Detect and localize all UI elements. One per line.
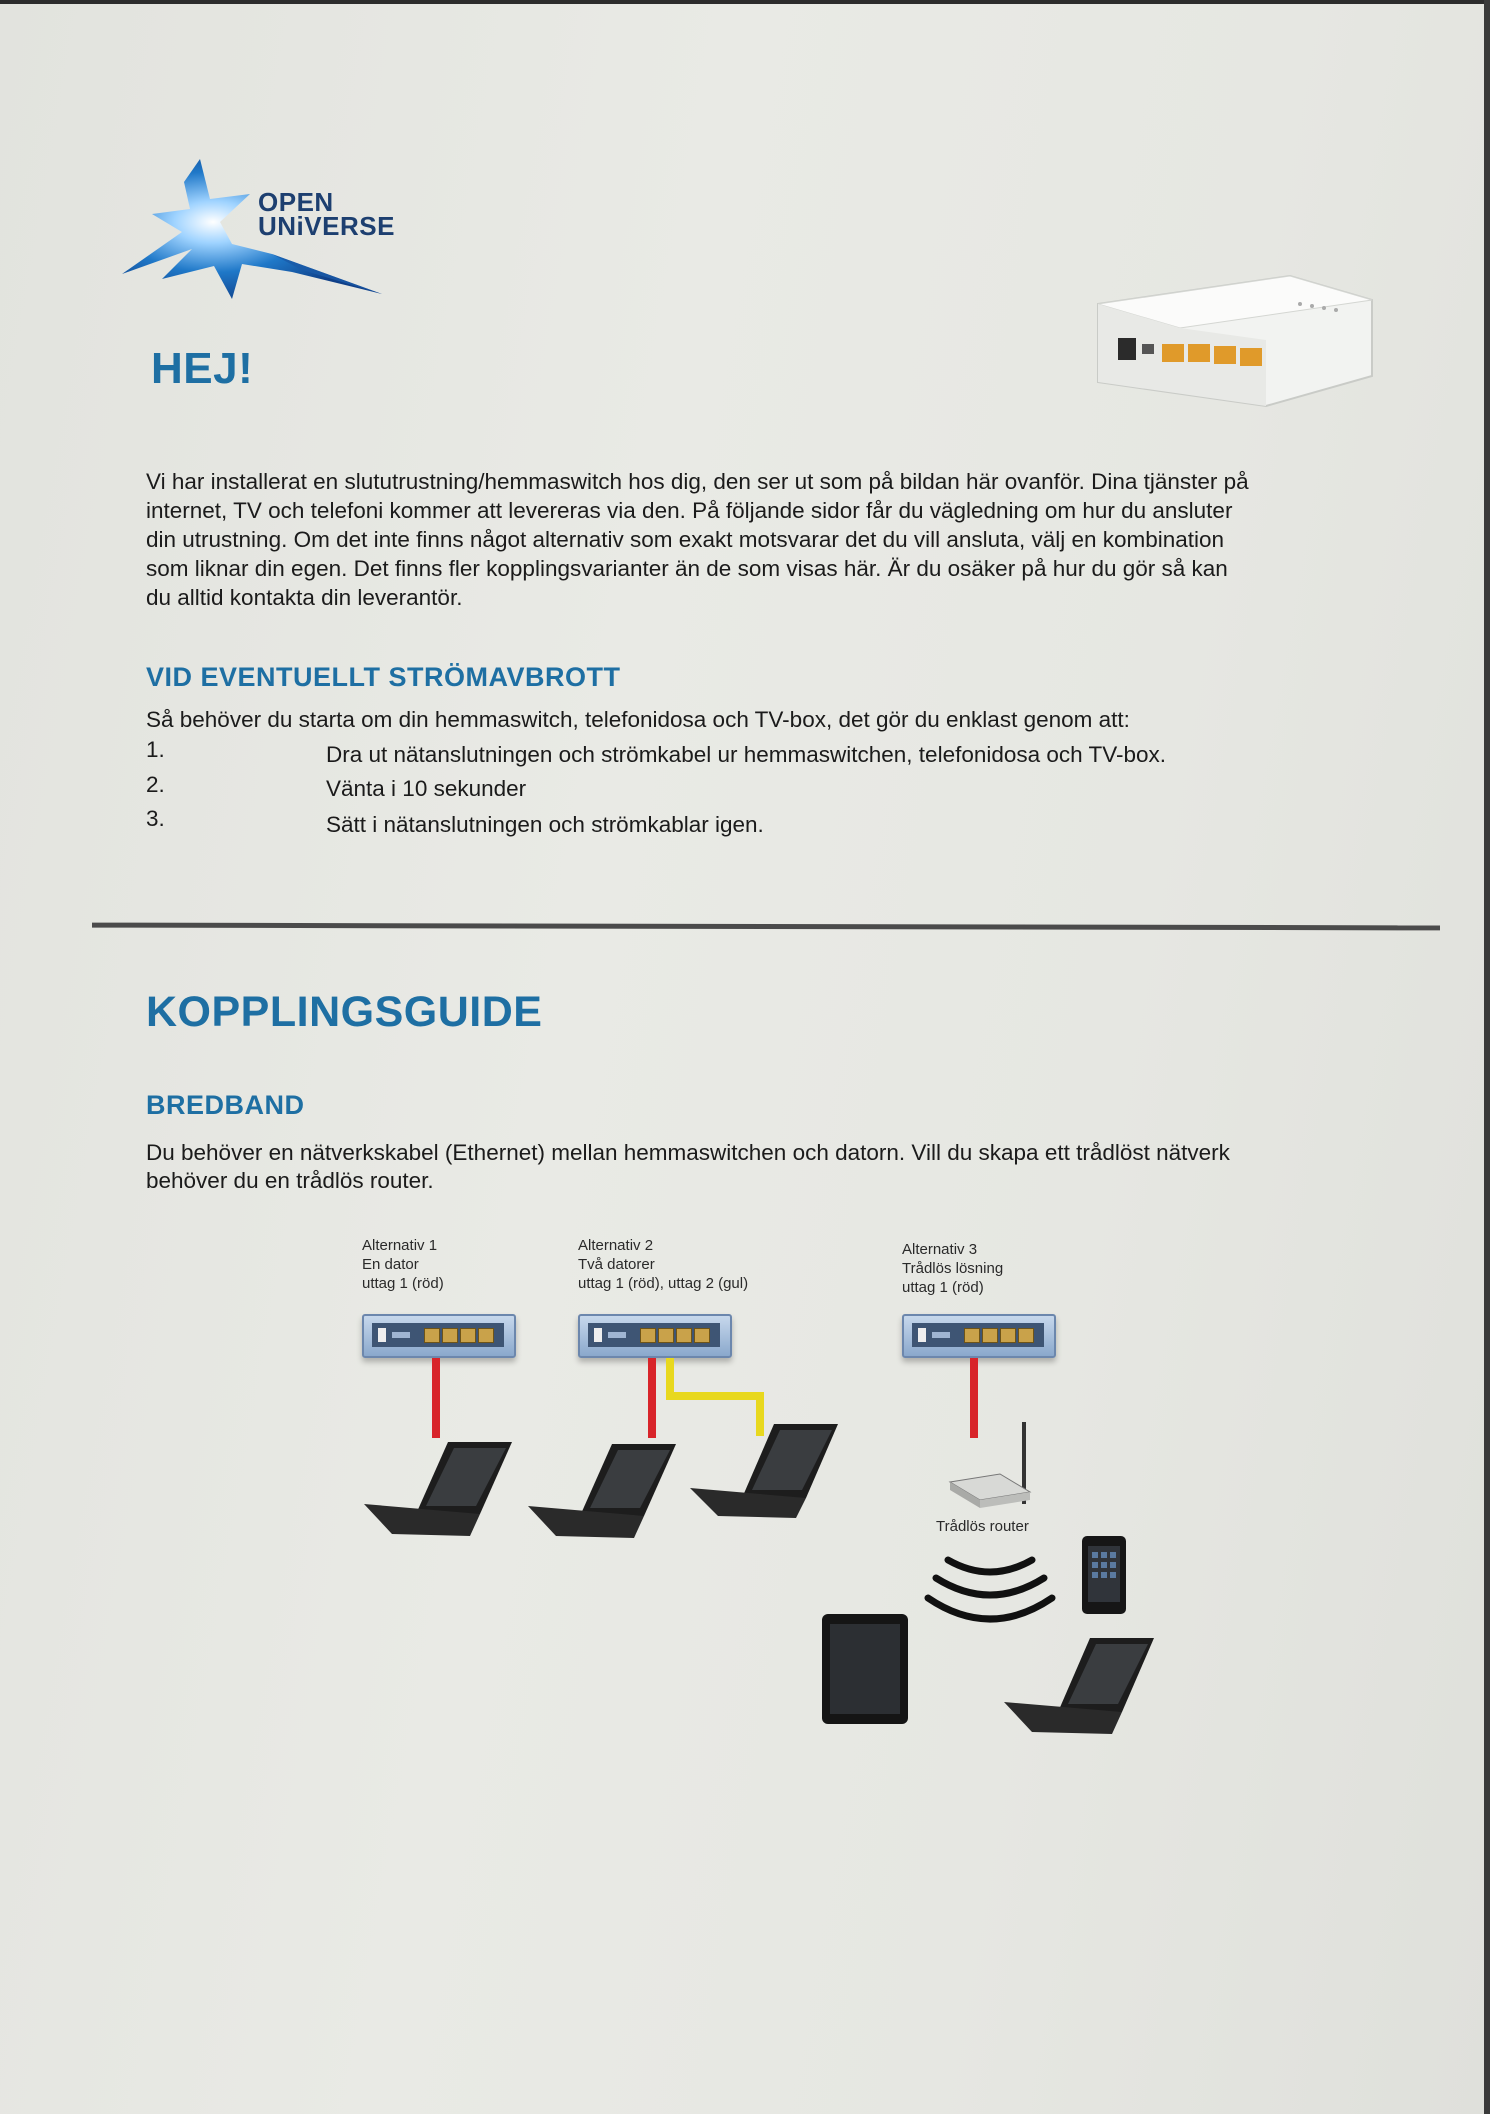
section-divider bbox=[92, 923, 1440, 931]
alternative-detail: uttag 1 (röd) bbox=[902, 1279, 984, 1296]
step-number: 2. bbox=[146, 772, 165, 797]
step-number: 3. bbox=[146, 806, 165, 831]
alternative-subtitle: Trådlös lösning bbox=[902, 1260, 1004, 1277]
connection-diagram bbox=[0, 4, 1490, 2114]
intro-line-1: Vi har installerat en slututrustning/hemmaswitch hos dig, den ser ut som på bildan här ovanför. Dina tjänster på bbox=[146, 469, 1249, 494]
step-text: Sätt i nätanslutningen och strömkablar igen. bbox=[326, 812, 764, 837]
alternative-title: Alternativ 1 bbox=[362, 1237, 438, 1254]
laptop-icon bbox=[364, 1442, 512, 1536]
intro-line-4: som liknar din egen. Det finns fler kopplingsvarianter än de som visas här. Är du osäker på hur du gör så kan bbox=[146, 556, 1228, 581]
intro-line-5: du alltid kontakta din leverantör. bbox=[146, 585, 463, 610]
laptop-icon bbox=[1004, 1638, 1154, 1734]
intro-line-2: internet, TV och telefoni kommer att levereras via den. På följande sidor får du vägledning om hur du ansluter bbox=[146, 498, 1233, 523]
guide-title: KOPPLINGSGUIDE bbox=[146, 988, 543, 1036]
alternative-2-label bbox=[578, 1236, 748, 1293]
switch-icon bbox=[362, 1314, 516, 1358]
yellow-cable bbox=[670, 1358, 760, 1436]
alternative-title: Alternativ 2 bbox=[578, 1237, 654, 1254]
alternative-1-label bbox=[362, 1236, 444, 1293]
step-number: 1. bbox=[146, 737, 165, 762]
step-text: Dra ut nätanslutningen och strömkabel ur hemmaswitchen, telefonidosa och TV-box. bbox=[326, 742, 1167, 767]
broadband-heading: BREDBAND bbox=[146, 1090, 305, 1120]
alternative-title: Alternativ 3 bbox=[902, 1241, 978, 1258]
outage-heading: VID EVENTUELLT STRÖMAVBROTT bbox=[146, 662, 621, 692]
alternative-subtitle: En dator bbox=[362, 1256, 419, 1273]
laptop-icon bbox=[528, 1444, 676, 1538]
step-text: Vänta i 10 sekunder bbox=[326, 776, 527, 801]
alternative-detail: uttag 1 (röd), uttag 2 (gul) bbox=[578, 1275, 749, 1292]
tablet-icon bbox=[822, 1614, 908, 1724]
alternative-subtitle: Två datorer bbox=[578, 1256, 655, 1273]
intro-line-3: din utrustning. Om det inte finns något alternativ som exakt motsvarar det du vill ansluta, välj en kombination bbox=[146, 527, 1225, 552]
wireless-router-caption: Trådlös router bbox=[936, 1518, 1029, 1535]
logo-text-line1: OPEN bbox=[258, 187, 334, 217]
broadband-line-1: Du behöver en nätverkskabel (Ethernet) mellan hemmaswitchen och datorn. Vill du skapa ett trådlöst nätverk bbox=[146, 1140, 1230, 1165]
alternative-detail: uttag 1 (röd) bbox=[362, 1275, 444, 1292]
outage-lead: Så behöver du starta om din hemmaswitch, telefonidosa och TV-box, det gör du enklast genom att: bbox=[146, 707, 1130, 732]
switch-icon bbox=[902, 1314, 1056, 1358]
alternative-3-label bbox=[902, 1240, 1003, 1297]
wifi-signal-icon bbox=[928, 1560, 1052, 1619]
broadband-line-2: behöver du en trådlös router. bbox=[146, 1168, 434, 1193]
open-universe-logo bbox=[122, 154, 402, 314]
laptop-icon bbox=[690, 1424, 838, 1518]
switch-icon bbox=[578, 1314, 732, 1358]
hello-title: HEJ! bbox=[151, 344, 254, 393]
wireless-router-icon bbox=[950, 1422, 1030, 1508]
smartphone-icon bbox=[1082, 1536, 1126, 1614]
logo-text-line2: UNiVERSE bbox=[258, 211, 395, 241]
